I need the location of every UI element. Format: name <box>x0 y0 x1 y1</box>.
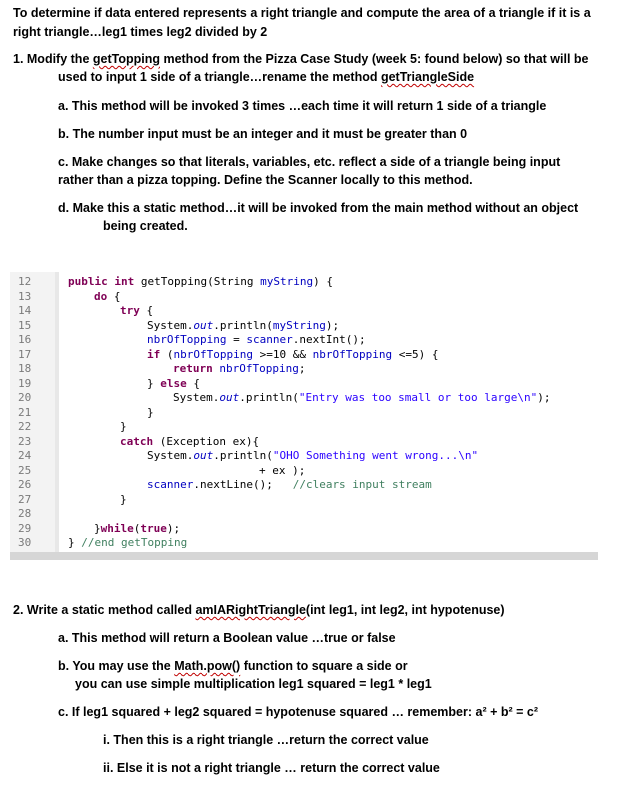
q1-line-2 <box>58 68 474 86</box>
line-number: 28 <box>18 507 32 520</box>
q2-item-a: a. This method will return a Boolean value …true or false <box>58 631 396 645</box>
code-line-20 <box>173 391 551 406</box>
code-text: >=10 && <box>252 347 313 361</box>
q2-item-b-line-1 <box>58 657 408 675</box>
line-number: 12 <box>18 275 32 288</box>
code-line-24 <box>147 449 478 464</box>
line-number: 25 <box>18 463 32 477</box>
code-var: scanner <box>147 478 194 491</box>
line-number: 15 <box>18 318 32 332</box>
code-line-23 <box>120 435 259 450</box>
code-text: ); <box>166 521 181 535</box>
code-bottom-strip <box>10 552 598 560</box>
code-var: nbrOfTopping <box>173 347 253 361</box>
code-line-22: } <box>120 420 127 433</box>
q2-item-ii: ii. Else it is not a right triangle … return the correct value <box>103 761 440 775</box>
code-text: getTopping(String <box>134 275 261 288</box>
code-text: ( <box>133 521 141 535</box>
code-keyword: do <box>94 289 108 303</box>
fold-bar <box>55 272 59 560</box>
code-line-12 <box>68 275 333 290</box>
code-keyword: else <box>160 376 187 390</box>
line-number: 27 <box>18 492 32 506</box>
code-text: ); <box>325 318 340 332</box>
code-keyword: if <box>147 347 161 361</box>
line-number: 26 <box>18 478 32 491</box>
code-text: .println( <box>213 318 273 332</box>
q2-line-1-start: 2. Write a static method called <box>13 603 196 617</box>
code-keyword: public <box>68 275 108 288</box>
code-line-26 <box>147 478 432 493</box>
code-keyword: try <box>120 304 140 317</box>
code-line-18 <box>173 362 305 377</box>
code-field: out <box>193 449 214 462</box>
line-number: 24 <box>18 449 32 462</box>
line-number: 13 <box>18 289 32 303</box>
q1-item-b: b. The number input must be an integer and it must be greater than 0 <box>58 127 468 141</box>
line-number: 16 <box>18 333 32 346</box>
code-editor <box>10 272 598 560</box>
code-text: { <box>107 289 121 303</box>
code-line-29 <box>94 522 180 537</box>
code-text: ; <box>298 362 306 375</box>
q2-item-b-start: b. You may use the <box>58 659 175 673</box>
code-var: scanner <box>246 333 293 346</box>
code-text: System. <box>147 449 194 462</box>
code-line-15 <box>147 319 339 334</box>
q1-item-d-line-2: being created. <box>103 219 188 233</box>
code-line-27: } <box>120 492 127 506</box>
line-number: 29 <box>18 521 32 535</box>
code-var: myString <box>272 318 326 332</box>
code-text: .println( <box>239 391 299 404</box>
code-line-13 <box>94 290 121 305</box>
line-number: 22 <box>18 420 32 433</box>
q1-item-a: a. This method will be invoked 3 times …each time it will return 1 side of a triangle <box>58 99 547 113</box>
code-line-21: } <box>147 405 154 419</box>
code-text: ( <box>160 347 174 361</box>
code-line-17 <box>147 348 438 363</box>
q1-item-c-line-1: c. Make changes so that literals, variables, etc. reflect a side of a triangle being input <box>58 155 561 169</box>
line-number: 30 <box>18 536 32 549</box>
line-number: 23 <box>18 434 32 448</box>
code-text: .nextLine(); <box>193 478 293 491</box>
code-keyword: true <box>140 521 167 535</box>
q1-method-name: getTopping <box>92 52 160 66</box>
line-number-gutter <box>10 272 56 560</box>
code-keyword: catch <box>120 434 154 448</box>
code-text: { <box>139 304 154 317</box>
q2-item-b-end: function to square a side or <box>240 659 408 673</box>
code-text: } <box>94 521 101 535</box>
line-number: 17 <box>18 347 32 361</box>
code-param: myString <box>260 275 314 288</box>
code-string: "OHO Something went wrong...\n" <box>272 449 479 462</box>
code-string: "Entry was too small or too large\n" <box>298 391 538 404</box>
code-var: nbrOfTopping <box>312 347 393 361</box>
code-field: out <box>219 391 240 404</box>
q1-new-method-name: getTriangleSide <box>380 70 475 84</box>
code-line-30 <box>68 536 187 551</box>
code-line-14 <box>120 304 153 319</box>
code-text: } <box>147 376 161 390</box>
q1-line-2-start: used to input 1 side of a triangle…rename the method <box>58 70 381 84</box>
q1-item-d-line-1: d. Make this a static method…it will be invoked from the main method without an object <box>58 201 579 215</box>
code-comment: //clears input stream <box>292 478 432 491</box>
q1-item-c-line-2: rather than a pizza topping. Define the Scanner locally to this method. <box>58 173 473 187</box>
code-text: ) { <box>313 275 333 288</box>
code-keyword: int <box>114 275 135 288</box>
code-text: <=5) { <box>392 347 439 361</box>
code-text: System. <box>147 318 194 332</box>
q2-item-c: c. If leg1 squared + leg2 squared = hypotenuse squared … remember: a² + b² = c² <box>58 705 539 719</box>
code-comment: //end getTopping <box>81 536 188 549</box>
code-text: = <box>226 333 247 346</box>
line-number: 19 <box>18 376 32 390</box>
q1-line-1-end: method from the Pizza Case Study (week 5: found below) so that will be <box>159 52 589 66</box>
code-field: out <box>193 318 214 332</box>
code-text: { <box>186 376 200 390</box>
code-text: ); <box>537 391 551 404</box>
code-text: } <box>68 536 82 549</box>
q2-line-1-end: (int leg1, int leg2, int hypotenuse) <box>305 603 505 617</box>
code-text: System. <box>173 391 220 404</box>
code-line-16 <box>147 333 366 348</box>
line-number: 18 <box>18 362 32 375</box>
code-keyword: return <box>173 362 213 375</box>
line-number: 14 <box>18 304 32 317</box>
code-text: .println( <box>213 449 273 462</box>
intro-line-1: To determine if data entered represents a right triangle and compute the area of a triangle if it is a <box>13 6 591 20</box>
q2-item-i: i. Then this is a right triangle …return the correct value <box>103 733 429 747</box>
line-number: 21 <box>18 405 32 419</box>
intro-line-2: right triangle…leg1 times leg2 divided by 2 <box>13 25 268 39</box>
q1-line-1-start: 1. Modify the <box>13 52 93 66</box>
code-line-19 <box>147 377 200 392</box>
q1-line-1 <box>13 50 589 68</box>
code-keyword: while <box>100 521 134 535</box>
code-line-25: + ex ); <box>259 463 306 477</box>
code-var: nbrOfTopping <box>219 362 299 375</box>
code-var: nbrOfTopping <box>147 333 227 346</box>
q2-item-b-line-2: you can use simple multiplication leg1 squared = leg1 * leg1 <box>75 677 432 691</box>
q2-line-1 <box>13 601 505 619</box>
code-text: .nextInt(); <box>292 333 366 346</box>
q2-method-name: amIARightTriangle <box>195 603 306 617</box>
line-number: 20 <box>18 391 32 404</box>
q2-math-pow: Math.pow() <box>174 659 241 673</box>
code-text: (Exception ex){ <box>153 434 260 448</box>
